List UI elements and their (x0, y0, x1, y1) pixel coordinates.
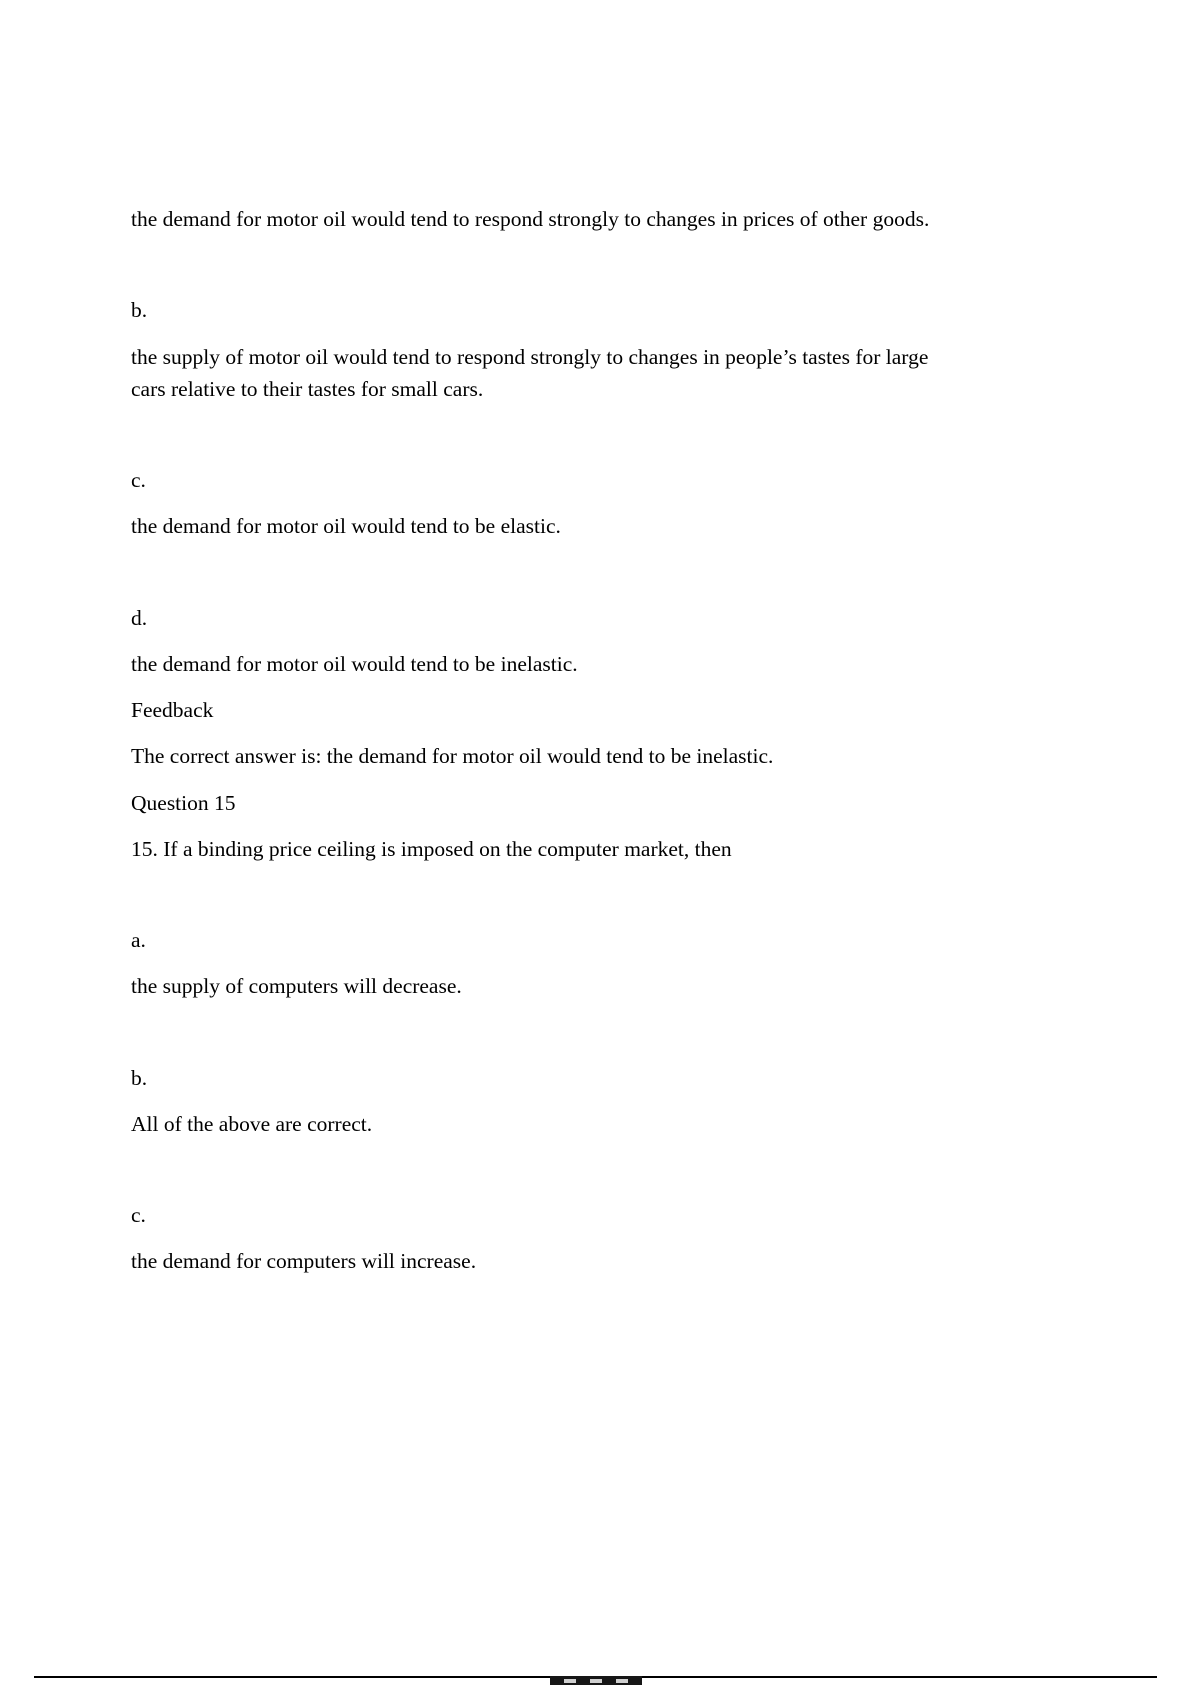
question-text: 15. If a binding price ceiling is imposed on the computer market, then (131, 836, 732, 861)
option-text: the supply of motor oil would tend to respond strongly to changes in people’s tastes for large cars relative to their tastes for small cars. (131, 344, 929, 401)
footer-widget-segment (590, 1679, 602, 1683)
question-header: Question 15 (131, 790, 236, 815)
footer-widget-segment (616, 1679, 628, 1683)
option-text: All of the above are correct. (131, 1111, 373, 1136)
option-letter-c: c. (131, 468, 146, 492)
feedback-label: Feedback (131, 698, 214, 722)
option-letter-c2: c. (131, 1203, 146, 1227)
option-letter-b: b. (131, 298, 148, 323)
option-text: the demand for motor oil would tend to respond strongly to changes in prices of other goods. (131, 207, 930, 231)
option-text: the demand for computers will increase. (131, 1249, 477, 1274)
option-letter-b2: b. (131, 1065, 148, 1090)
option-letter-d: d. (131, 605, 148, 630)
option-letter-a: a. (131, 928, 146, 952)
option-text: the demand for motor oil would tend to be elastic. (131, 514, 561, 539)
footer-widget-cutoff (550, 1676, 642, 1685)
correct-answer-text: The correct answer is: the demand for motor oil would tend to be inelastic. (131, 744, 774, 769)
footer-widget-segment (564, 1679, 576, 1683)
option-text: the supply of computers will decrease. (131, 974, 462, 999)
option-text: the demand for motor oil would tend to be inelastic. (131, 651, 578, 676)
question-content (131, 203, 959, 1278)
